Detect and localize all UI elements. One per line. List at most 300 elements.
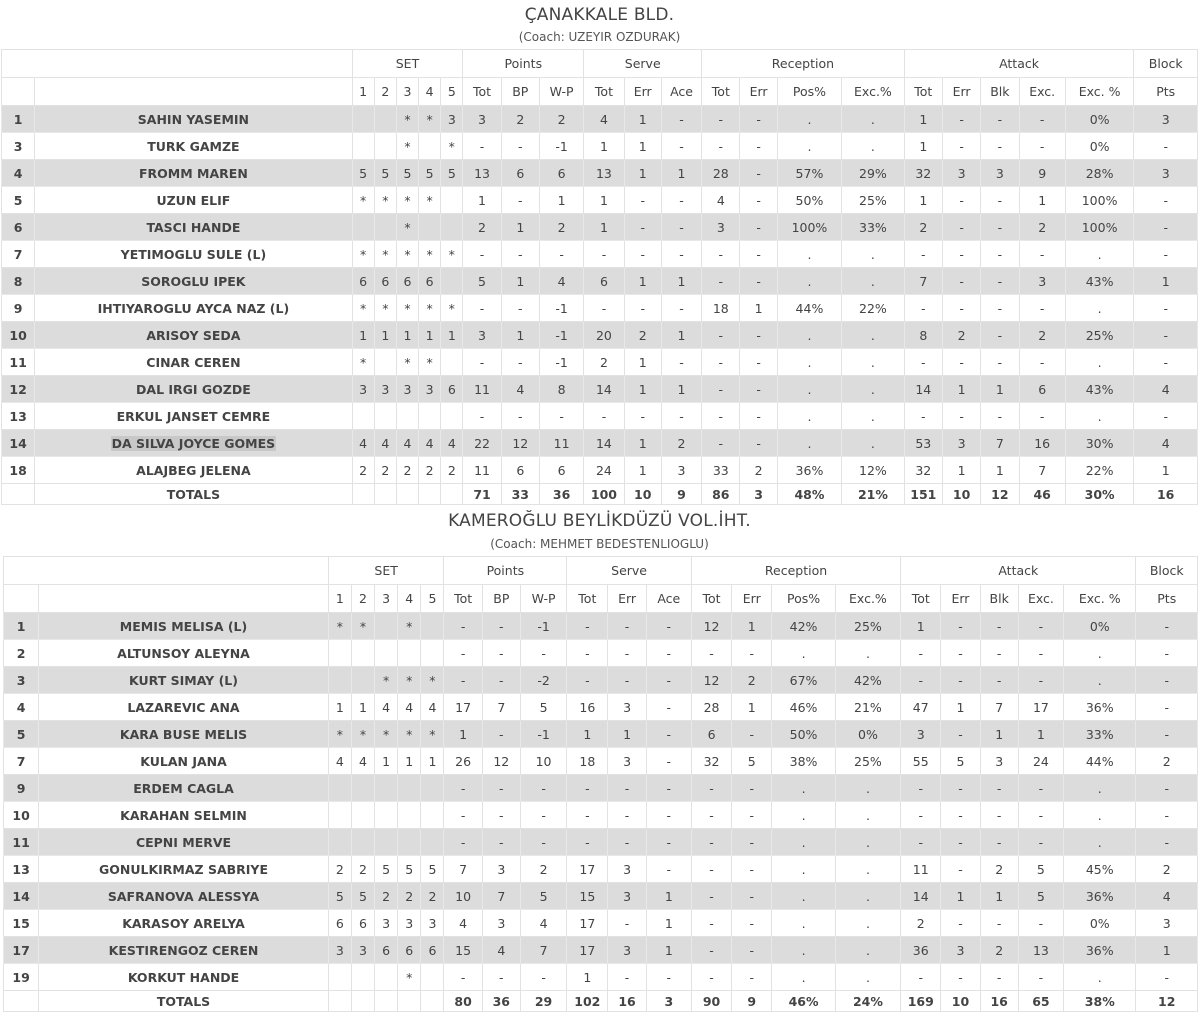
column-header: BP xyxy=(482,585,520,613)
stat-cell: - xyxy=(584,295,624,322)
team-1-stats-table xyxy=(1,49,1198,505)
column-header: BP xyxy=(501,78,539,106)
player-number: 4 xyxy=(2,160,35,187)
player-number: 4 xyxy=(4,694,39,721)
player-name: UZUN ELIF xyxy=(35,187,352,214)
stat-cell: 7 xyxy=(904,268,942,295)
stat-cell: - xyxy=(567,613,608,640)
stat-cell: * xyxy=(421,721,444,748)
stat-cell: . xyxy=(835,910,900,937)
stat-cell: 1 xyxy=(608,721,646,748)
column-header: Pts xyxy=(1134,78,1198,106)
stat-cell: 4 xyxy=(702,187,740,214)
team-1-title: ÇANAKKALE BLD. xyxy=(524,5,675,25)
stat-cell: 1 xyxy=(646,937,691,964)
player-name: KARA BUSE MELIS xyxy=(39,721,329,748)
header-blank xyxy=(4,557,329,585)
stat-cell: - xyxy=(501,403,539,430)
totals-cell: 151 xyxy=(904,484,942,505)
stat-cell: - xyxy=(942,268,980,295)
stat-cell: 2 xyxy=(1019,214,1065,241)
stat-cell: * xyxy=(419,295,441,322)
group-header: SET xyxy=(352,50,463,78)
stat-cell: 1 xyxy=(374,322,396,349)
totals-cell: 33 xyxy=(501,484,539,505)
column-header-row xyxy=(4,585,1198,613)
group-header: Block xyxy=(1136,557,1198,585)
stat-cell: - xyxy=(942,295,980,322)
totals-cell xyxy=(398,991,421,1012)
stat-cell: 32 xyxy=(904,160,942,187)
highlighted-player-name: DA SILVA JOYCE GOMES xyxy=(111,435,276,451)
stat-cell: 17 xyxy=(444,694,482,721)
stat-cell: - xyxy=(482,829,520,856)
stat-cell: - xyxy=(691,802,731,829)
stat-cell: - xyxy=(646,856,691,883)
player-name: TURK GAMZE xyxy=(35,133,352,160)
stat-cell: . xyxy=(835,856,900,883)
player-number: 5 xyxy=(4,721,39,748)
stat-cell xyxy=(375,964,398,991)
stat-cell: - xyxy=(567,640,608,667)
totals-cell xyxy=(375,991,398,1012)
stat-cell: - xyxy=(732,640,772,667)
column-header: W-P xyxy=(539,78,583,106)
player-number: 13 xyxy=(4,856,39,883)
stat-cell: 43% xyxy=(1065,268,1134,295)
player-row xyxy=(2,322,1198,349)
stat-cell: 28 xyxy=(691,694,731,721)
totals-cell: 21% xyxy=(842,484,904,505)
stat-cell xyxy=(374,214,396,241)
stat-cell: 8 xyxy=(904,322,942,349)
stat-cell: 43% xyxy=(1065,376,1134,403)
stat-cell: 3 xyxy=(901,721,941,748)
player-number: 8 xyxy=(2,268,35,295)
player-row xyxy=(2,187,1198,214)
stat-cell: 4 xyxy=(398,694,421,721)
stat-cell: 42% xyxy=(772,613,835,640)
player-number: 9 xyxy=(4,775,39,802)
stat-cell: - xyxy=(1136,802,1198,829)
player-number: 9 xyxy=(2,295,35,322)
player-number: 5 xyxy=(2,187,35,214)
stat-cell: - xyxy=(1134,241,1198,268)
player-number: 10 xyxy=(4,802,39,829)
stat-cell: 3 xyxy=(352,376,374,403)
stat-cell: 3 xyxy=(375,910,398,937)
stat-cell: 14 xyxy=(901,883,941,910)
stat-cell xyxy=(351,829,374,856)
stat-cell: * xyxy=(441,133,463,160)
stat-cell: 7 xyxy=(520,937,566,964)
stat-cell: - xyxy=(1134,403,1198,430)
stat-cell: 12% xyxy=(842,457,904,484)
stat-cell: * xyxy=(375,721,398,748)
stat-cell: 2 xyxy=(375,883,398,910)
stat-cell: 5 xyxy=(421,856,444,883)
stat-cell: - xyxy=(463,403,501,430)
group-header: Points xyxy=(444,557,567,585)
player-row xyxy=(2,430,1198,457)
stat-cell: 2 xyxy=(661,430,701,457)
stat-cell: 26 xyxy=(444,748,482,775)
stat-cell: 3 xyxy=(396,376,418,403)
column-header: Pos% xyxy=(777,78,841,106)
stat-cell: 3 xyxy=(328,937,351,964)
stat-cell: 2 xyxy=(539,214,583,241)
stat-cell: - xyxy=(691,937,731,964)
stat-cell: 1 xyxy=(941,694,980,721)
stat-cell xyxy=(398,829,421,856)
stat-cell: 1 xyxy=(624,160,661,187)
player-row xyxy=(2,349,1198,376)
stat-cell: - xyxy=(740,403,777,430)
totals-cell: 10 xyxy=(942,484,980,505)
stat-cell: 1 xyxy=(901,613,941,640)
stat-cell: - xyxy=(691,964,731,991)
stat-cell: 36% xyxy=(1064,694,1136,721)
stat-cell: - xyxy=(661,349,701,376)
stat-cell: . xyxy=(842,376,904,403)
stat-cell: 3 xyxy=(463,322,501,349)
stat-cell: 4 xyxy=(441,430,463,457)
stat-cell: 4 xyxy=(419,430,441,457)
stat-cell: 3 xyxy=(1136,910,1198,937)
stat-cell: 1 xyxy=(1018,721,1063,748)
stat-cell xyxy=(328,829,351,856)
player-name: CINAR CEREN xyxy=(35,349,352,376)
stat-cell: 1 xyxy=(396,322,418,349)
stat-cell: - xyxy=(463,241,501,268)
stat-cell: 5 xyxy=(1018,883,1063,910)
stat-cell: - xyxy=(501,187,539,214)
stat-cell: - xyxy=(1136,964,1198,991)
stat-cell: - xyxy=(981,322,1019,349)
stat-cell: - xyxy=(463,295,501,322)
stat-cell xyxy=(351,964,374,991)
player-row xyxy=(2,241,1198,268)
stat-cell: 1 xyxy=(624,349,661,376)
stat-cell: 2 xyxy=(584,349,624,376)
stat-cell xyxy=(352,214,374,241)
stat-cell: . xyxy=(835,937,900,964)
stat-cell: 53 xyxy=(904,430,942,457)
stat-cell: - xyxy=(608,802,646,829)
stat-cell: 28% xyxy=(1065,160,1134,187)
stat-cell: * xyxy=(374,187,396,214)
stat-cell: . xyxy=(777,376,841,403)
stat-cell: - xyxy=(740,187,777,214)
stat-cell xyxy=(328,640,351,667)
stat-cell: - xyxy=(732,883,772,910)
stat-cell: 5 xyxy=(441,160,463,187)
totals-cell: 16 xyxy=(608,991,646,1012)
stat-cell: - xyxy=(444,775,482,802)
column-header: Err xyxy=(624,78,661,106)
stat-cell: 17 xyxy=(567,910,608,937)
stat-cell: . xyxy=(772,883,835,910)
stat-cell: - xyxy=(740,268,777,295)
stat-cell xyxy=(374,133,396,160)
stat-cell: 6 xyxy=(501,160,539,187)
player-name: SAHIN YASEMIN xyxy=(35,106,352,133)
stat-cell: - xyxy=(691,856,731,883)
header-blank xyxy=(2,78,35,106)
stat-cell: - xyxy=(1134,214,1198,241)
stat-cell: 2 xyxy=(328,856,351,883)
stat-cell: 10 xyxy=(520,748,566,775)
stat-cell: 3 xyxy=(398,910,421,937)
stat-cell: 11 xyxy=(539,430,583,457)
player-number: 7 xyxy=(4,748,39,775)
stat-cell: - xyxy=(941,721,980,748)
stat-cell: - xyxy=(702,403,740,430)
player-name: SAFRANOVA ALESSYA xyxy=(39,883,329,910)
stat-cell: 5 xyxy=(374,160,396,187)
stat-cell: - xyxy=(941,667,980,694)
stat-cell: -2 xyxy=(520,667,566,694)
stat-cell xyxy=(398,802,421,829)
stat-cell: . xyxy=(842,268,904,295)
stat-cell: - xyxy=(646,694,691,721)
stat-cell: - xyxy=(941,910,980,937)
stat-cell: 7 xyxy=(981,430,1019,457)
totals-cell: 48% xyxy=(777,484,841,505)
stat-cell: 0% xyxy=(1065,133,1134,160)
stat-cell: 1 xyxy=(539,187,583,214)
stat-cell: 6 xyxy=(352,268,374,295)
stat-cell: - xyxy=(942,106,980,133)
stat-cell: 6 xyxy=(421,937,444,964)
stat-cell: * xyxy=(398,964,421,991)
totals-cell: 86 xyxy=(702,484,740,505)
stat-cell: - xyxy=(444,613,482,640)
stat-cell xyxy=(374,349,396,376)
stat-cell: 4 xyxy=(374,430,396,457)
column-header: 1 xyxy=(352,78,374,106)
player-number: 15 xyxy=(4,910,39,937)
totals-cell xyxy=(421,991,444,1012)
player-number: 17 xyxy=(4,937,39,964)
stat-cell: . xyxy=(1064,829,1136,856)
stat-cell: 17 xyxy=(1018,694,1063,721)
stat-cell: - xyxy=(732,937,772,964)
player-number: 14 xyxy=(4,883,39,910)
column-header: Blk xyxy=(980,585,1018,613)
stat-cell: 33% xyxy=(842,214,904,241)
stat-cell: 2 xyxy=(441,457,463,484)
stat-cell: . xyxy=(1064,964,1136,991)
stat-cell xyxy=(421,613,444,640)
stat-cell: 12 xyxy=(691,667,731,694)
stat-cell xyxy=(421,829,444,856)
stat-cell: - xyxy=(1136,829,1198,856)
stat-cell: 1 xyxy=(352,322,374,349)
player-number: 1 xyxy=(4,613,39,640)
stat-cell: - xyxy=(1018,667,1063,694)
stat-cell: 1 xyxy=(624,376,661,403)
stat-cell: 18 xyxy=(567,748,608,775)
stat-cell: 15 xyxy=(567,883,608,910)
stat-cell: - xyxy=(732,964,772,991)
player-name: ERDEM CAGLA xyxy=(39,775,329,802)
header-blank xyxy=(39,585,329,613)
stat-cell xyxy=(328,802,351,829)
stat-cell: 1 xyxy=(584,187,624,214)
totals-label: TOTALS xyxy=(35,484,352,505)
stat-cell: - xyxy=(482,802,520,829)
stat-cell: 4 xyxy=(351,748,374,775)
player-name: MEMIS MELISA (L) xyxy=(39,613,329,640)
stat-cell: - xyxy=(1136,613,1198,640)
stat-cell: 1 xyxy=(398,748,421,775)
stat-cell: 1 xyxy=(732,694,772,721)
stat-cell: * xyxy=(396,187,418,214)
stat-cell: 32 xyxy=(691,748,731,775)
stat-cell: 3 xyxy=(608,883,646,910)
stat-cell: 1 xyxy=(624,430,661,457)
stat-cell: 2 xyxy=(351,856,374,883)
stat-cell: - xyxy=(1136,721,1198,748)
stat-cell: - xyxy=(501,133,539,160)
stat-cell xyxy=(352,106,374,133)
stat-cell: 0% xyxy=(1064,613,1136,640)
stat-cell: - xyxy=(691,883,731,910)
stat-cell: 2 xyxy=(732,667,772,694)
stat-cell: 3 xyxy=(1019,268,1065,295)
stat-cell: 1 xyxy=(904,133,942,160)
stat-cell: 45% xyxy=(1064,856,1136,883)
stat-cell: 1 xyxy=(942,376,980,403)
stat-cell: 1 xyxy=(441,322,463,349)
stat-cell: 33% xyxy=(1064,721,1136,748)
stat-cell: - xyxy=(941,829,980,856)
stat-cell: 1 xyxy=(584,214,624,241)
stat-cell xyxy=(419,214,441,241)
stat-cell: - xyxy=(702,268,740,295)
stat-cell: 33 xyxy=(702,457,740,484)
stat-cell: 1 xyxy=(661,160,701,187)
totals-cell: 29 xyxy=(520,991,566,1012)
totals-cell: 12 xyxy=(1136,991,1198,1012)
stat-cell: - xyxy=(624,403,661,430)
stat-cell: - xyxy=(980,640,1018,667)
stat-cell: - xyxy=(941,640,980,667)
stat-cell: 3 xyxy=(942,160,980,187)
player-row xyxy=(2,133,1198,160)
stat-cell: - xyxy=(444,802,482,829)
player-number: 13 xyxy=(2,403,35,430)
stat-cell xyxy=(421,640,444,667)
player-name: KARASOY ARELYA xyxy=(39,910,329,937)
player-number: 6 xyxy=(2,214,35,241)
stat-cell: 3 xyxy=(942,430,980,457)
totals-cell: 30% xyxy=(1065,484,1134,505)
totals-cell: 3 xyxy=(740,484,777,505)
stat-cell: * xyxy=(419,187,441,214)
stat-cell: 5 xyxy=(328,883,351,910)
stat-cell: . xyxy=(777,322,841,349)
player-name: ALTUNSOY ALEYNA xyxy=(39,640,329,667)
stat-cell: - xyxy=(1136,694,1198,721)
player-number: 7 xyxy=(2,241,35,268)
stat-cell: * xyxy=(374,241,396,268)
stat-cell: 4 xyxy=(539,268,583,295)
stat-cell: 1 xyxy=(624,268,661,295)
stat-cell: - xyxy=(501,241,539,268)
stat-cell: - xyxy=(732,721,772,748)
stat-cell: 2 xyxy=(419,457,441,484)
stat-cell: - xyxy=(942,241,980,268)
player-row xyxy=(4,910,1198,937)
stat-cell: 4 xyxy=(444,910,482,937)
player-name: KULAN JANA xyxy=(39,748,329,775)
column-header: 4 xyxy=(419,78,441,106)
stat-cell: - xyxy=(702,430,740,457)
player-number: 1 xyxy=(2,106,35,133)
stat-cell: . xyxy=(777,430,841,457)
stat-cell: - xyxy=(646,964,691,991)
stat-cell: . xyxy=(772,640,835,667)
stat-cell: - xyxy=(901,964,941,991)
stat-cell: 1 xyxy=(661,376,701,403)
stat-cell: - xyxy=(1134,349,1198,376)
stat-cell: -1 xyxy=(520,613,566,640)
stat-cell: 1 xyxy=(1136,937,1198,964)
player-row xyxy=(4,883,1198,910)
stat-cell: 47 xyxy=(901,694,941,721)
player-name: FROMM MAREN xyxy=(35,160,352,187)
stat-cell: 25% xyxy=(835,748,900,775)
stat-cell: - xyxy=(941,856,980,883)
stat-cell: 55 xyxy=(901,748,941,775)
stat-cell: 1 xyxy=(375,748,398,775)
stat-cell: . xyxy=(777,349,841,376)
column-header: Tot xyxy=(904,78,942,106)
stat-cell: . xyxy=(777,241,841,268)
column-header: Tot xyxy=(463,78,501,106)
stat-cell: - xyxy=(463,349,501,376)
stat-cell: 3 xyxy=(351,937,374,964)
stat-cell: - xyxy=(444,640,482,667)
stat-cell: - xyxy=(661,214,701,241)
stat-cell: 1 xyxy=(942,457,980,484)
player-row xyxy=(2,268,1198,295)
stat-cell: - xyxy=(482,775,520,802)
stat-cell xyxy=(351,802,374,829)
stat-cell: . xyxy=(1064,775,1136,802)
stat-cell xyxy=(421,802,444,829)
player-number: 3 xyxy=(4,667,39,694)
column-header: Exc. xyxy=(1018,585,1063,613)
stat-cell: 100% xyxy=(1065,214,1134,241)
stat-cell: - xyxy=(942,133,980,160)
stat-cell: * xyxy=(352,187,374,214)
player-name: KURT SIMAY (L) xyxy=(39,667,329,694)
stat-cell: . xyxy=(842,106,904,133)
stat-cell: 15 xyxy=(444,937,482,964)
column-header: Tot xyxy=(901,585,941,613)
stat-cell: 38% xyxy=(772,748,835,775)
stat-cell: - xyxy=(520,775,566,802)
player-row xyxy=(4,937,1198,964)
stat-cell xyxy=(375,640,398,667)
stat-cell: 2 xyxy=(980,937,1018,964)
stat-cell: - xyxy=(661,403,701,430)
stat-cell: 100% xyxy=(1065,187,1134,214)
stat-cell: 4 xyxy=(1134,430,1198,457)
